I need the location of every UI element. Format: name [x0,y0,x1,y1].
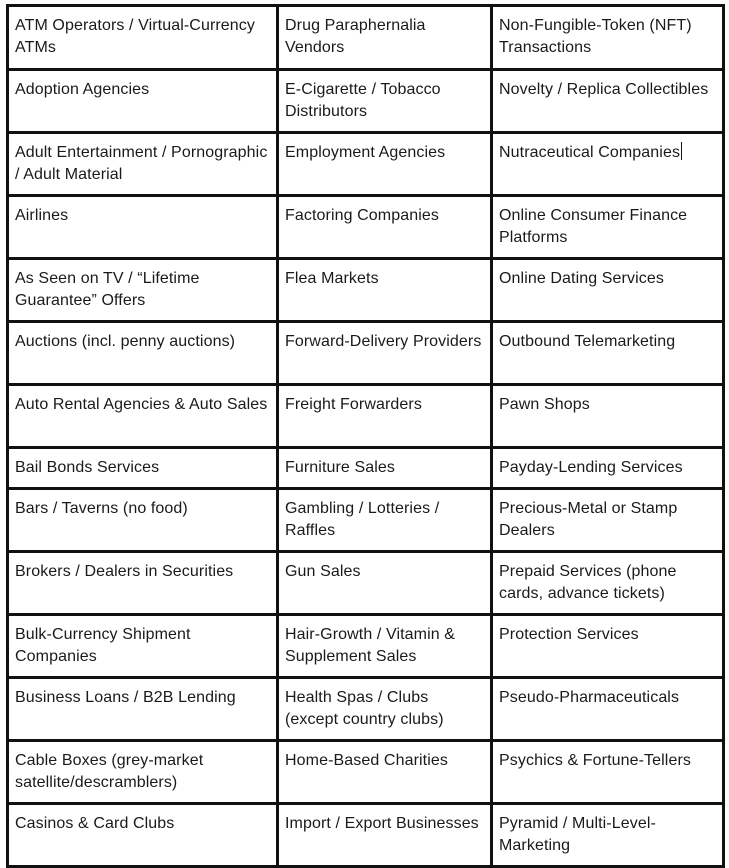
table-cell[interactable]: Forward-Delivery Providers [278,322,492,385]
cell-text: Nutraceutical Companies [499,144,681,161]
table-cell[interactable]: Novelty / Replica Collectibles [492,70,724,133]
table-cell[interactable]: ATM Operators / Virtual-Currency ATMs [8,6,278,70]
table-row [8,804,724,867]
table-cell[interactable]: Non-Fungible-Token (NFT) Transactions [492,6,724,70]
business-category-table [6,4,725,868]
table-cell[interactable]: Online Dating Services [492,259,724,322]
table-row [8,448,724,489]
table-cell[interactable]: Payday-Lending Services [492,448,724,489]
table-cell[interactable]: Health Spas / Clubs (except country clubs) [278,678,492,741]
text-cursor [681,142,682,160]
table-row [8,70,724,133]
table-cell[interactable]: Gambling / Lotteries / Raffles [278,489,492,552]
table-cell[interactable]: Bars / Taverns (no food) [8,489,278,552]
table-row [8,552,724,615]
business-category-table-container [6,4,722,863]
table-cell[interactable]: Adult Entertainment / Pornographic / Adult Material [8,133,278,196]
table-cell[interactable]: Pyramid / Multi-Level-Marketing [492,804,724,867]
table-cell[interactable]: Pawn Shops [492,385,724,448]
table-cell[interactable]: Brokers / Dealers in Securities [8,552,278,615]
table-cell[interactable]: Freight Forwarders [278,385,492,448]
table-cell[interactable]: Adoption Agencies [8,70,278,133]
table-cell[interactable]: Furniture Sales [278,448,492,489]
table-cell[interactable]: Prepaid Services (phone cards, advance tickets) [492,552,724,615]
table-row [8,133,724,196]
table-body [8,6,724,867]
table-cell[interactable]: Auto Rental Agencies & Auto Sales [8,385,278,448]
table-row [8,741,724,804]
table-cell[interactable]: Bail Bonds Services [8,448,278,489]
table-cell[interactable]: Gun Sales [278,552,492,615]
table-cell[interactable]: Hair-Growth / Vitamin & Supplement Sales [278,615,492,678]
table-row [8,6,724,70]
table-cell[interactable]: Auctions (incl. penny auctions) [8,322,278,385]
table-cell[interactable]: Employment Agencies [278,133,492,196]
table-cell[interactable]: Psychics & Fortune-Tellers [492,741,724,804]
table-cell[interactable]: Flea Markets [278,259,492,322]
table-row [8,385,724,448]
table-cell[interactable]: Protection Services [492,615,724,678]
table-row [8,196,724,259]
table-cell[interactable]: E-Cigarette / Tobacco Distributors [278,70,492,133]
table-row [8,678,724,741]
table-row [8,489,724,552]
table-row [8,322,724,385]
table-cell[interactable]: Drug Paraphernalia Vendors [278,6,492,70]
table-cell[interactable]: Factoring Companies [278,196,492,259]
table-cell[interactable]: Pseudo-Pharmaceuticals [492,678,724,741]
table-cell[interactable]: Bulk-Currency Shipment Companies [8,615,278,678]
table-cell[interactable]: Outbound Telemarketing [492,322,724,385]
table-cell[interactable]: Import / Export Businesses [278,804,492,867]
table-cell[interactable]: Precious-Metal or Stamp Dealers [492,489,724,552]
table-cell[interactable]: Home-Based Charities [278,741,492,804]
table-cell[interactable]: Online Consumer Finance Platforms [492,196,724,259]
table-row [8,615,724,678]
table-cell[interactable]: Business Loans / B2B Lending [8,678,278,741]
table-cell[interactable]: As Seen on TV / “Lifetime Guarantee” Offers [8,259,278,322]
table-row [8,259,724,322]
table-cell[interactable]: Cable Boxes (grey-market satellite/descramblers) [8,741,278,804]
table-cell[interactable]: Casinos & Card Clubs [8,804,278,867]
table-cell[interactable]: Airlines [8,196,278,259]
table-cell-active[interactable] [492,133,724,196]
